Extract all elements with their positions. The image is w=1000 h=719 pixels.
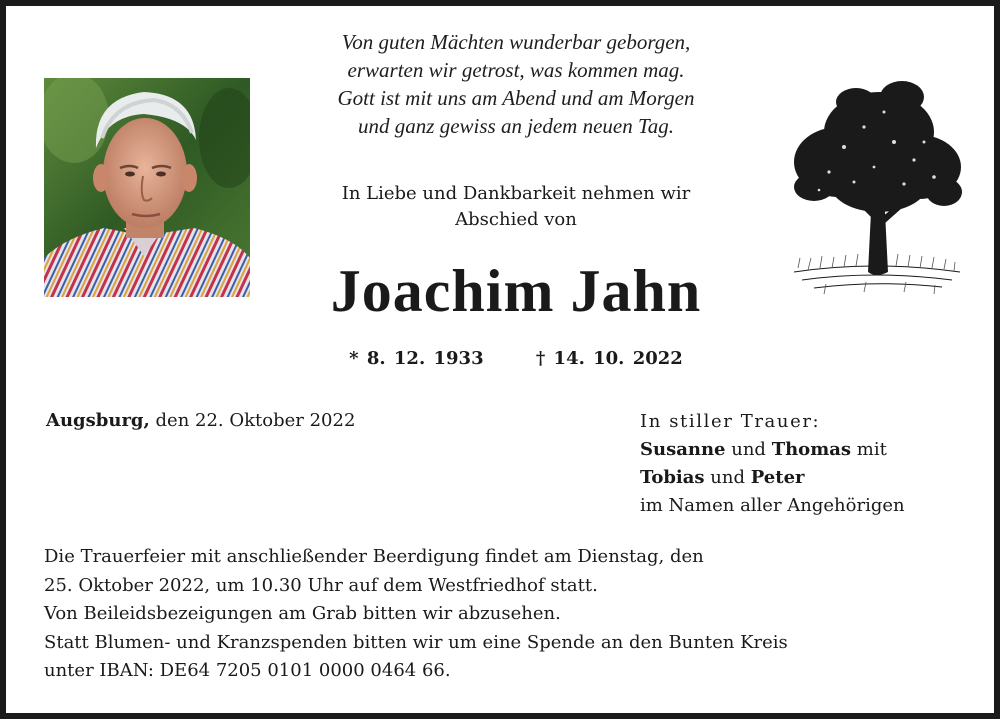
birth-date: * 8. 12. 1933 — [349, 348, 484, 369]
poem-line: Gott ist mit uns am Abend und am Morgen — [337, 86, 695, 110]
poem-line: und ganz gewiss an jedem neuen Tag. — [358, 114, 674, 138]
funeral-notes — [44, 543, 788, 686]
death-date: † 14. 10. 2022 — [535, 348, 683, 369]
place-and-date — [46, 408, 355, 434]
mourner-name: Peter — [750, 467, 805, 488]
mourners-line-2 — [640, 464, 905, 492]
mourner-name: Tobias — [640, 467, 705, 488]
notes-line: Die Trauerfeier mit anschließender Beerdigung findet am Dienstag, den — [44, 546, 704, 567]
intro-line-1: In Liebe und Dankbarkeit nehmen wir — [341, 183, 691, 204]
mourner-name: Thomas — [771, 439, 852, 460]
life-dates — [256, 346, 776, 372]
mourner-name: Susanne — [640, 439, 726, 460]
conjunction: und — [710, 467, 746, 488]
conjunction: und — [731, 439, 766, 460]
city: Augsburg, — [46, 410, 150, 431]
poem — [256, 28, 776, 140]
farewell-intro — [256, 181, 776, 233]
mourners-block — [640, 408, 905, 520]
notice-date: den 22. Oktober 2022 — [155, 410, 356, 431]
deceased-name: Joachim Jahn — [330, 258, 702, 324]
notes-line: 25. Oktober 2022, um 10.30 Uhr auf dem Westfriedhof statt. — [44, 574, 598, 596]
notes-line: Von Beileidsbezeigungen am Grab bitten wir abzusehen. — [44, 603, 561, 624]
mourners-line-1 — [640, 436, 905, 464]
poem-line: erwarten wir getrost, was kommen mag. — [347, 58, 685, 82]
tree-illustration — [784, 72, 968, 312]
conjunction: mit — [856, 439, 887, 460]
mourners-heading: In stiller Trauer: — [640, 411, 821, 432]
notes-line: unter IBAN: DE64 7205 0101 0000 0464 66. — [44, 660, 451, 681]
intro-line-2: Abschied von — [455, 209, 577, 230]
portrait-photo — [44, 78, 250, 297]
notes-line: Statt Blumen- und Kranzspenden bitten wir um eine Spende an den Bunten Kreis — [44, 631, 788, 653]
poem-line: Von guten Mächten wunderbar geborgen, — [341, 30, 691, 54]
mourners-line-3: im Namen aller Angehörigen — [640, 495, 905, 516]
